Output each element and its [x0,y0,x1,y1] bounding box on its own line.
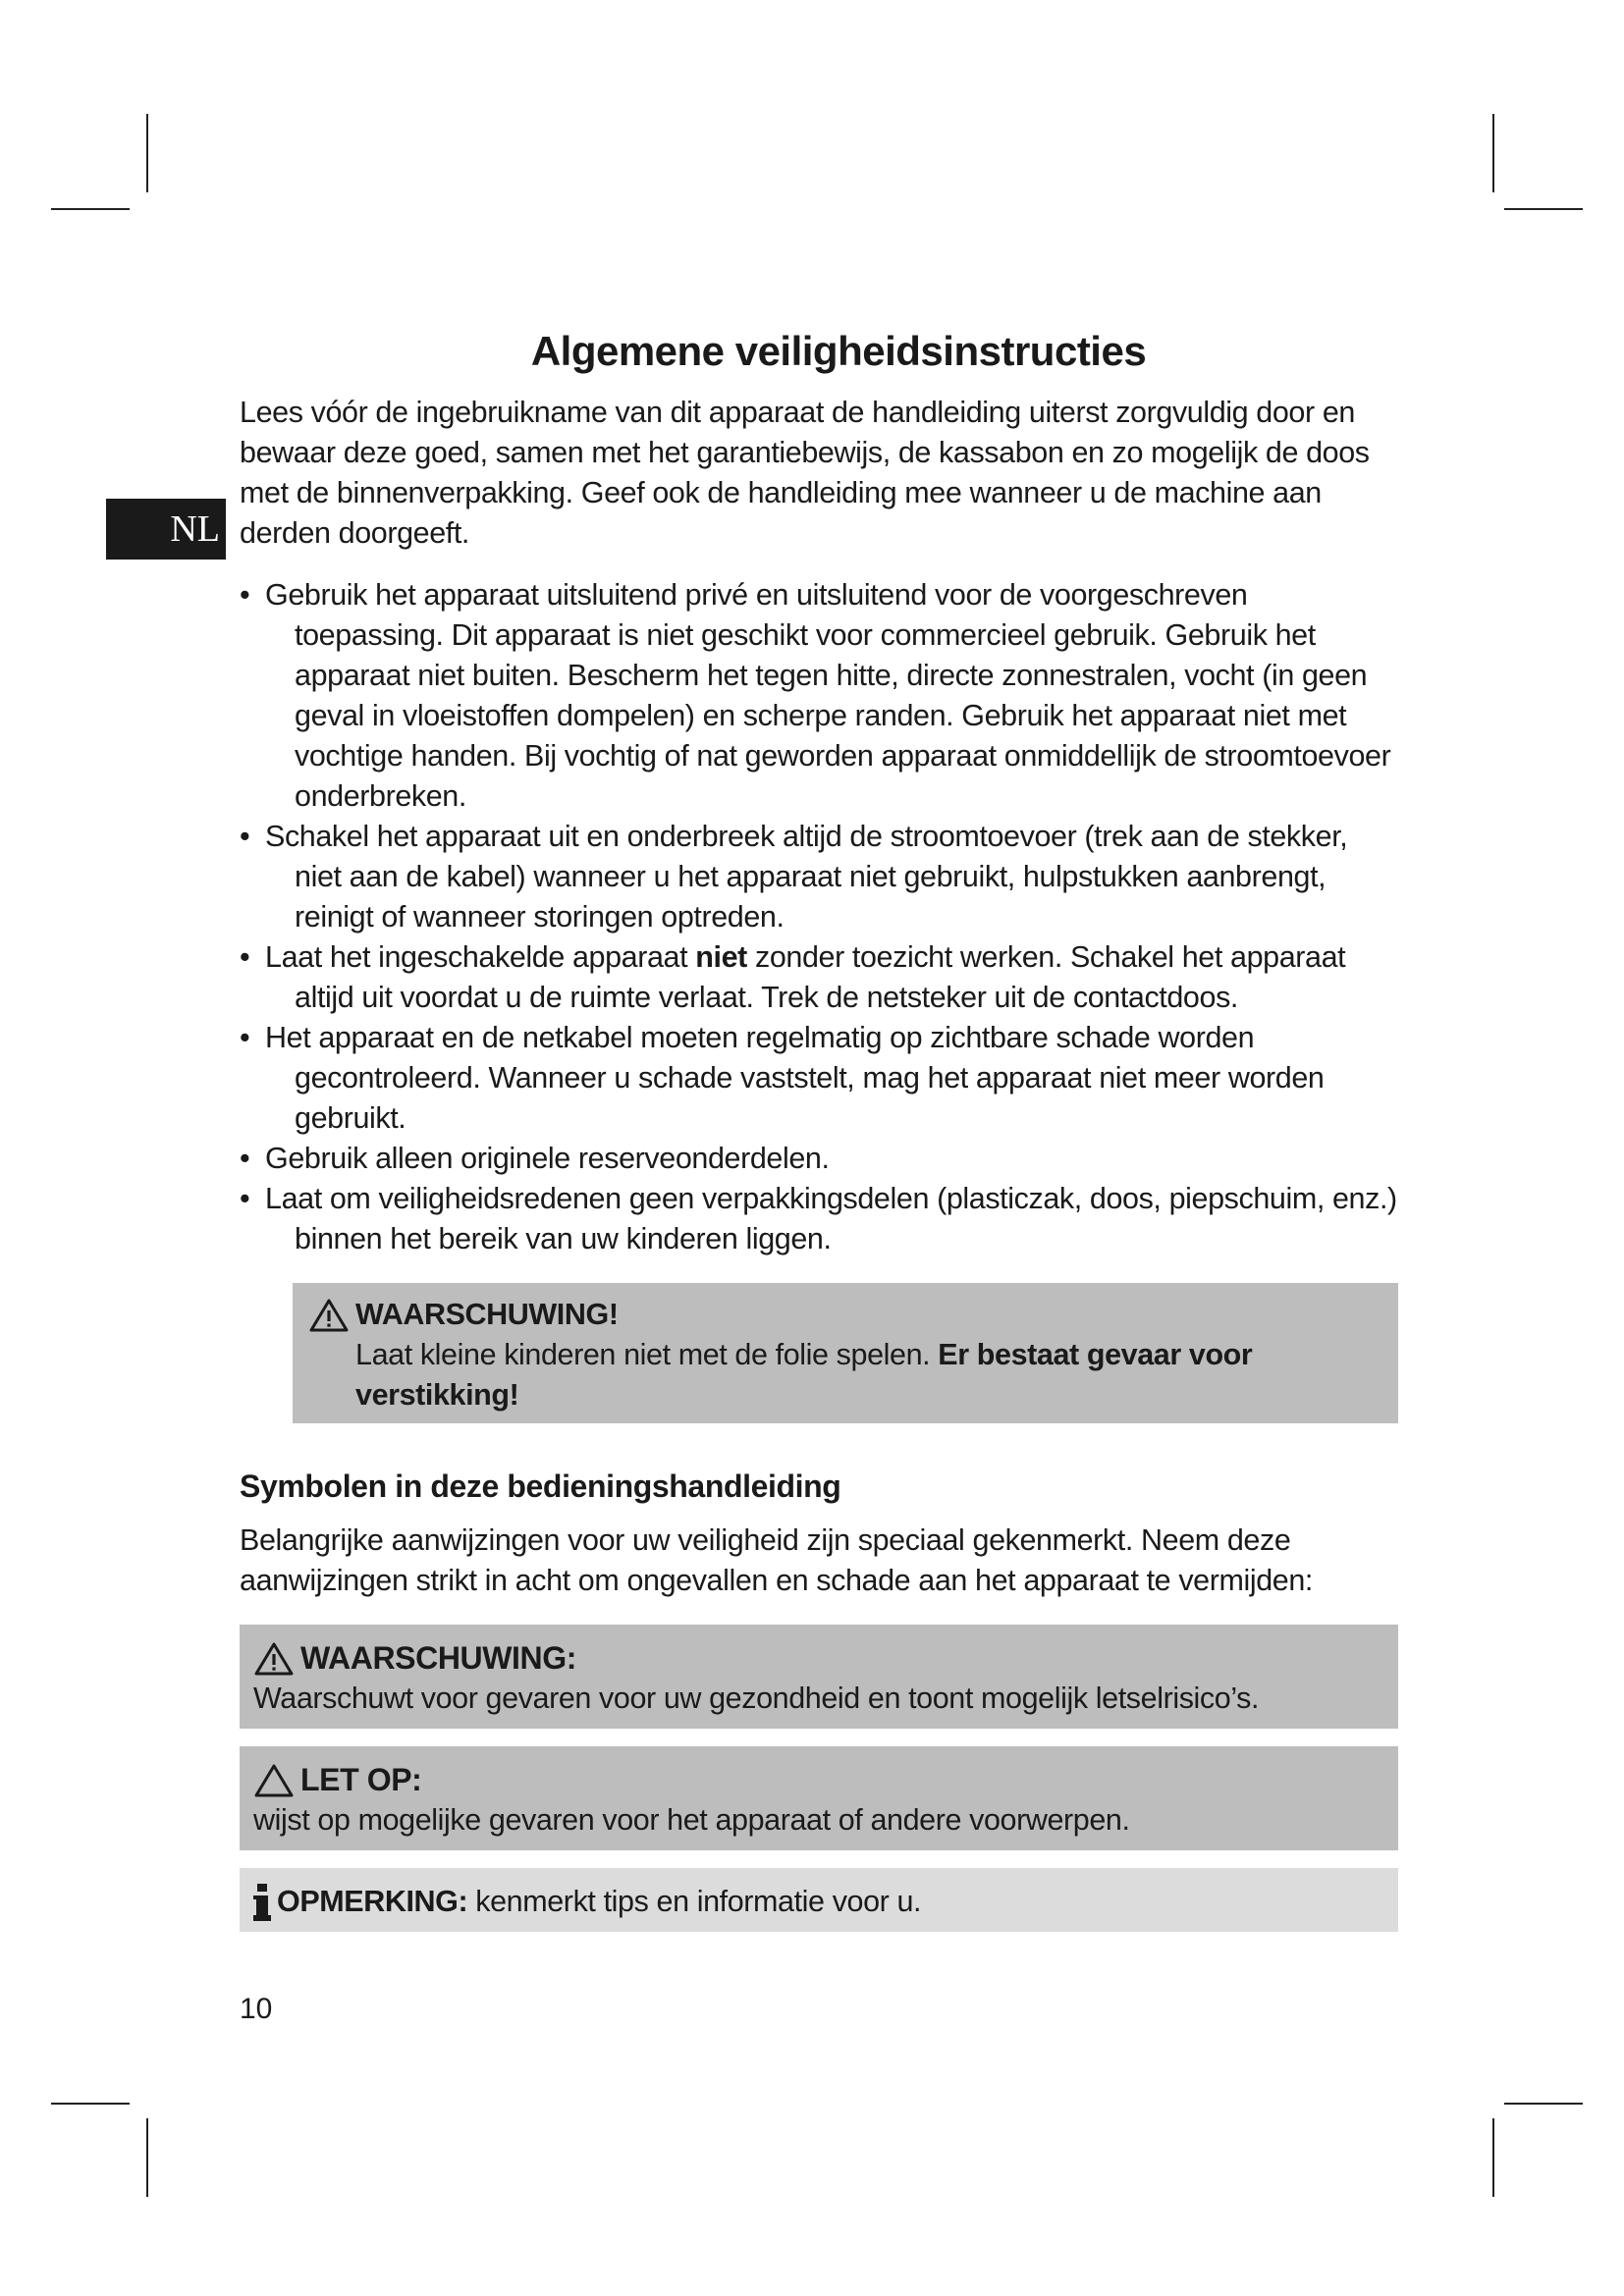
list-item: • Het apparaat en de netkabel moeten regelmatig op zichtbare schade worden gecontroleerd. Wanneer u schade vaststelt, mag het apparaat niet meer worden gebruikt. [240,1018,1398,1139]
symbol-note-text: kenmerkt tips en informatie voor u. [475,1885,922,1918]
list-item: • Gebruik alleen originele reserveonderdelen. [240,1139,1398,1179]
page-number: 10 [240,1993,273,2025]
crop-mark [1492,114,1494,192]
info-icon [253,1884,271,1921]
symbol-caution-text: wijst op mogelijke gevaren voor het apparaat of andere voorwerpen. [253,1803,1130,1837]
symbols-heading: Symbolen in deze bedieningshandleiding [240,1468,841,1504]
language-tab: NL [106,499,226,560]
page-content [240,324,1398,1932]
crop-mark [1492,2118,1494,2197]
symbol-caution-label: LET OP: [300,1762,422,1797]
symbol-note-box [240,1868,1398,1932]
symbol-warning-box [240,1625,1398,1729]
list-item: • Laat het ingeschakelde apparaat niet zonder toezicht werken. Schakel het apparaat altijd uit voordat u de ruimte verlaat. Trek de netsteker uit de contactdoos. [240,937,1398,1018]
list-item: • Schakel het apparaat uit en onderbreek altijd de stroomtoevoer (trek aan de stekker, niet aan de kabel) wanneer u het apparaat niet gebruikt, hulpstukken aanbrengt, reinigt of wanneer storingen optreden. [240,817,1398,937]
symbol-note-label: OPMERKING: [277,1885,468,1918]
warning-triangle-icon [253,1641,295,1677]
crop-mark [1504,2103,1583,2105]
caution-triangle-icon [253,1763,295,1798]
safety-list [240,575,1398,1259]
symbols-intro: Belangrijke aanwijzingen voor uw veiligheid zijn speciaal gekenmerkt. Neem deze aanwijzingen strikt in acht om ongevallen en schade aan het apparaat te vermijden: [240,1523,1314,1597]
warning-text: Laat kleine kinderen niet met de folie spelen. Er bestaat gevaar voor verstikking! [355,1338,1253,1412]
list-item: • Gebruik het apparaat uitsluitend privé en uitsluitend voor de voorgeschreven toepassing. Dit apparaat is niet geschikt voor commercieel gebruik. Gebruik het apparaat niet buiten. Bescherm het tegen hitte, directe zonnestralen, vocht (in geen geval in vloeistoffen dompelen) en scherpe randen. Gebruik het apparaat niet met vochtige handen. Bij vochtig of nat geworden apparaat onmiddellijk de stroomtoevoer onderbreken. [240,575,1398,817]
warning-heading: WAARSCHUWING! [355,1298,619,1331]
symbol-caution-box [240,1746,1398,1850]
crop-mark [146,2118,148,2197]
crop-mark [146,114,148,192]
page-title: Algemene veiligheidsinstructies [530,328,1147,374]
crop-mark [1504,208,1583,210]
crop-mark [51,2103,130,2105]
crop-mark [51,208,130,210]
warning-triangle-icon [308,1298,350,1333]
symbol-warning-label: WAARSCHUWING: [300,1640,576,1676]
warning-box [293,1283,1398,1423]
list-item: • Laat om veiligheidsredenen geen verpakkingsdelen (plasticzak, doos, piepschuim, enz.) binnen het bereik van uw kinderen liggen. [240,1179,1398,1259]
symbol-warning-text: Waarschuwt voor gevaren voor uw gezondheid en toont mogelijk letselrisico’s. [253,1682,1260,1715]
intro-paragraph: Lees vóór de ingebruikname van dit apparaat de handleiding uiterst zorgvuldig door en bewaar deze goed, samen met het garantiebewijs, de kassabon en zo mogelijk de doos met de binnenverpakking. Geef ook de handleiding mee wanneer u de machine aan derden doorgeeft. [240,396,1370,550]
